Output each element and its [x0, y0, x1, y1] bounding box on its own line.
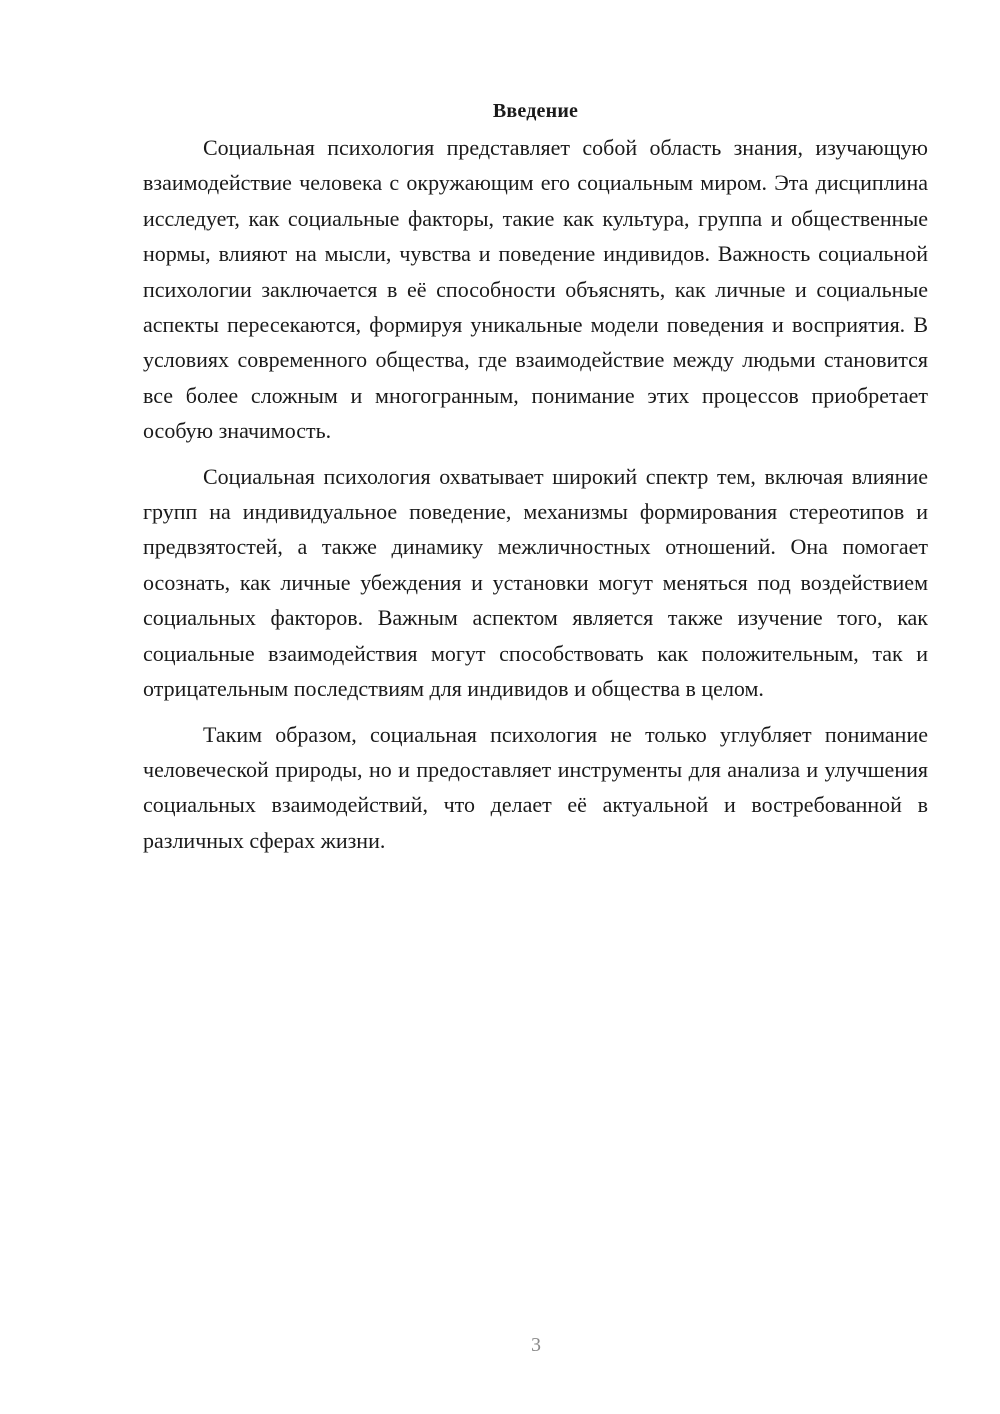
paragraph-2: Социальная психология охватывает широкий спектр тем, включая влияние групп на индивидуальное поведение, механизмы формирования стереотипов и предвзятостей, а также динамику межличностных отношений. Она помогает осознать, как личные убеждения и установки могут меняться под воздействием социальных факторов. Важным аспектом является также изучение того, как социальные взаимодействия могут способствовать как положительным, так и отрицательным последствиям для индивидов и общества в целом.: [143, 463, 928, 702]
page-content: [143, 96, 928, 868]
page-number: 3: [531, 1334, 541, 1356]
section-title: Введение: [492, 100, 579, 122]
paragraph-3: Таким образом, социальная психология не только углубляет понимание человеческой природы, но и предоставляет инструменты для анализа и улучшения социальных взаимодействий, что делает её актуальной и востребованной в различных сферах жизни.: [143, 721, 928, 853]
paragraph-1: Социальная психология представляет собой область знания, изучающую взаимодействие человека с окружающим его социальным миром. Эта дисциплина исследует, как социальные факторы, такие как культура, группа и общественные нормы, влияют на мысли, чувства и поведение индивидов. Важность социальной психологии заключается в её способности объяснять, как личные и социальные аспекты пересекаются, формируя уникальные модели поведения и восприятия. В условиях современного общества, где взаимодействие между людьми становится все более сложным и многогранным, понимание этих процессов приобретает особую значимость.: [143, 135, 928, 444]
